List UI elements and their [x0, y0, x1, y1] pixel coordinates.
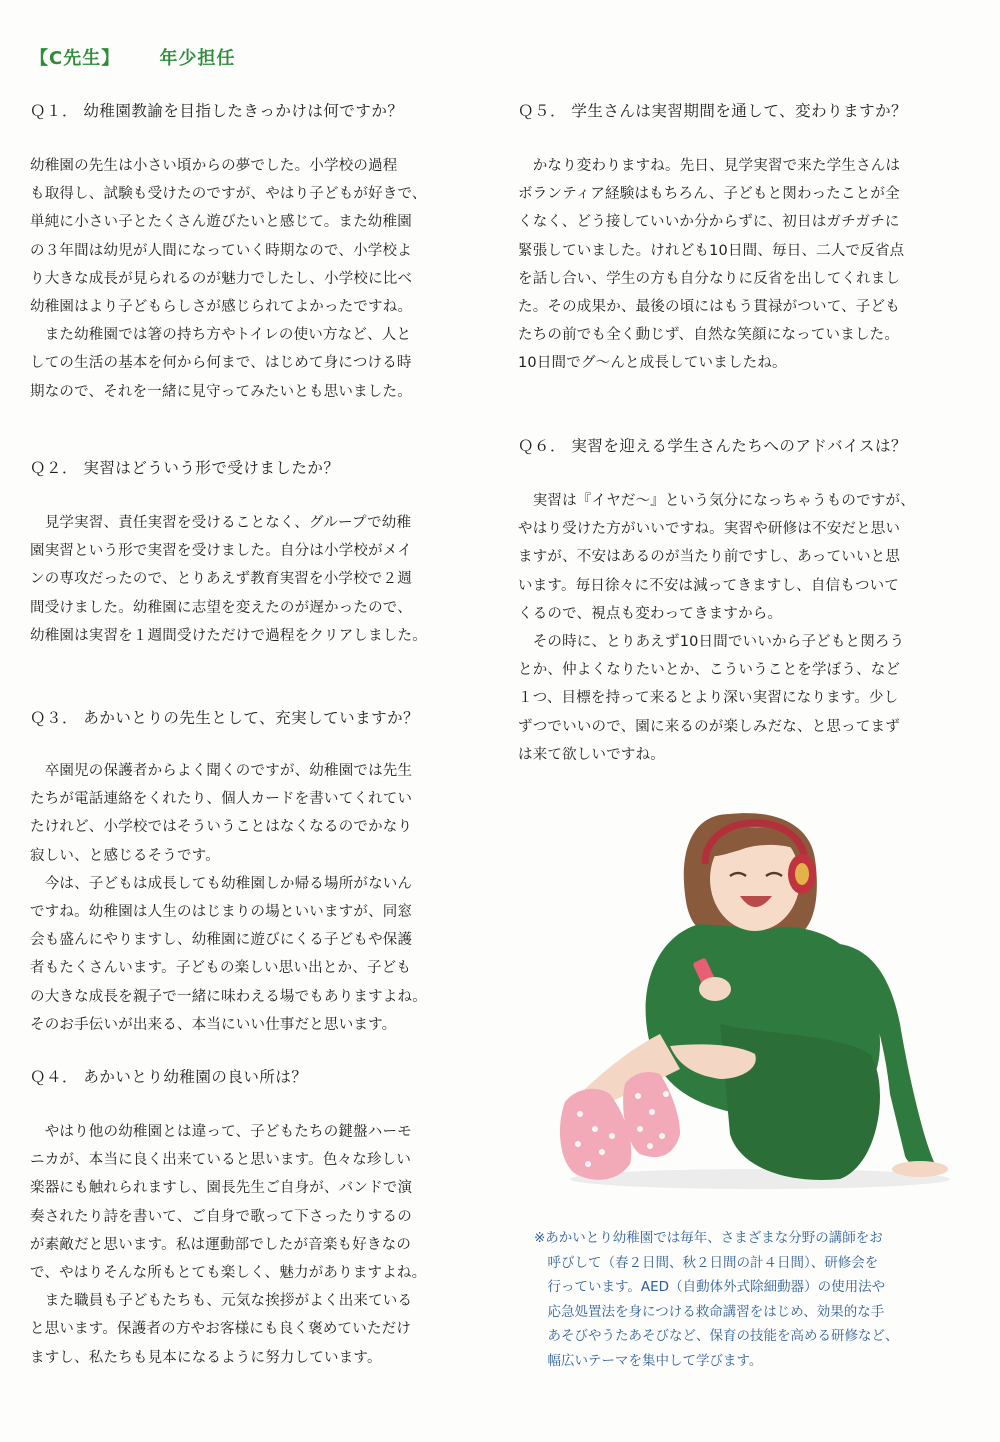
answer-line: ニカが、本当に良く出来ていると思います。色々な珍しい — [30, 1152, 412, 1169]
note-line: 幅広いテーマを集中して学びます。 — [534, 1352, 763, 1369]
answer-line: た。その成果か、最後の頃にはもう貫禄がついて、子ども — [518, 299, 900, 316]
answer-line: 卒園児の保護者からよく聞くのですが、幼稚園では先生 — [30, 763, 413, 779]
answer-line: 者もたくさんいます。子どもの楽しい思い出とか、子ども — [30, 960, 412, 977]
answer-line: を話し合い、学生の方も自分なりに反省を出してくれまし — [518, 270, 901, 287]
answer-line: 期なので、それを一緒に見守ってみたいとも思いました。 — [30, 383, 412, 400]
answer-line: ですね。幼稚園は人生のはじまりの場といいますが、同窓 — [30, 904, 413, 921]
answer-3 — [30, 757, 500, 1039]
question-2: Ｑ２． 実習はどういう形で受けましたか？ — [30, 459, 340, 477]
question-3: Ｑ３． あかいとりの先生として、充実していますか？ — [30, 709, 420, 727]
answer-line: やはり他の幼稚園とは違って、子どもたちの鍵盤ハーモ — [30, 1124, 412, 1140]
qa-block-4 — [30, 1066, 500, 1366]
answer-line: の３年間は幼児が人間になっていく時期なので、小学校よ — [30, 242, 412, 259]
answer-line: しての生活の基本を何から何まで、はじめて身につける時 — [30, 355, 412, 372]
answer-line: かなり変わりますね。先日、見学実習で来た学生さんは — [518, 158, 901, 174]
answer-line: 会も盛んにやりますし、幼稚園に遊びにくる子どもや保護 — [30, 932, 413, 949]
answer-line: 単純に小さい子とたくさん遊びたいと感じて。また幼稚園 — [30, 214, 412, 231]
answer-line: で、やはりそんな所もとても楽しく、魅力がありますよね。 — [30, 1265, 427, 1282]
answer-line: と思います。保護者の方やお客様にも良く褒めていただけ — [30, 1321, 412, 1338]
answer-line: たちの前でも全く動じず、自然な笑顔になっていました。 — [518, 327, 900, 344]
answer-line: 園実習という形で実習を受けました。自分は小学校がメイ — [30, 543, 412, 560]
question-6: Ｑ６． 実習を迎える学生さんたちへのアドバイスは？ — [518, 437, 907, 455]
answer-line: が素敵だと思います。私は運動部でしたが音楽も好きなの — [30, 1236, 412, 1253]
girl-with-headphones-illustration — [540, 784, 960, 1204]
answer-line: 今は、子どもは成長しても幼稚園しか帰る場所がないん — [30, 875, 413, 892]
answer-line: くるので、視点も変わってきますから。 — [518, 605, 783, 622]
note-line: 応急処置法を身につける救命講習をはじめ、効果的な手 — [534, 1303, 885, 1320]
seminar-note — [534, 1226, 974, 1374]
qa-block-1 — [30, 100, 500, 400]
question-5: Ｑ５． 学生さんは実習期間を通して、変わりますか？ — [518, 102, 908, 120]
answer-line: 幼稚園の先生は小さい頃からの夢でした。小学校の過程 — [30, 158, 398, 174]
answer-line: やはり受けた方がいいですね。実習や研修は不安だと思い — [518, 521, 901, 538]
teacher-label: 【C先生】 — [30, 48, 121, 69]
answer-line: 緊張していました。けれども10日間、毎日、二人で反省点 — [518, 242, 905, 259]
answer-line: います。毎日徐々に不安は減ってきますし、自信もついて — [518, 577, 900, 594]
answer-line: くなく、どう接していいか分からずに、初日はガチガチに — [518, 214, 900, 231]
answer-line: その時に、とりあえず10日間でいいから子どもと関ろう — [518, 634, 905, 651]
qa-block-6 — [518, 435, 973, 763]
answer-2 — [30, 509, 500, 650]
question-4: Ｑ４． あかいとり幼稚園の良い所は？ — [30, 1068, 308, 1086]
note-line: あそびやうたあそびなど、保育の技能を高める研修など、 — [534, 1328, 899, 1345]
answer-line: たちが電話連絡をくれたり、個人カードを書いてくれてい — [30, 791, 413, 808]
answer-line: また職員も子どもたちも、元気な挨拶がよく出来ている — [30, 1293, 413, 1310]
answer-line: 幼稚園は実習を１週間受けただけで過程をクリアしました。 — [30, 627, 427, 644]
qa-block-5 — [518, 100, 973, 372]
answer-line: また幼稚園では箸の持ち方やトイレの使い方など、人と — [30, 327, 412, 344]
question-1: Ｑ１． 幼稚園教諭を目指したきっかけは何ですか？ — [30, 102, 404, 120]
answer-line: 実習は『イヤだ～』という気分になっちゃうものですが、 — [518, 493, 915, 509]
note-line: 呼びして（春２日間、秋２日間の計４日間）、研修会を — [534, 1254, 879, 1271]
answer-line: ボランティア経験はもちろん、子どもと関わったことが全 — [518, 186, 900, 203]
answer-line: は来て欲しいですね。 — [518, 746, 665, 763]
answer-line: ンの専攻だったので、とりあえず教育実習を小学校で２週 — [30, 571, 412, 588]
answer-line: ずつでいいので、園に来るのが楽しみだな、と思ってまず — [518, 718, 900, 735]
answer-line: ますが、不安はあるのが当たり前ですし、あっていいと思 — [518, 549, 901, 566]
answer-line: も取得し、試験も受けたのですが、やはり子どもが好きで、 — [30, 186, 427, 203]
answer-line: 寂しい、と感じるそうです。 — [30, 847, 220, 864]
answer-line: 楽器にも触れられますし、園長先生ご自身が、バンドで演 — [30, 1180, 413, 1197]
answer-line: の大きな成長を親子で一緒に味わえる場でもありますよね。 — [30, 988, 427, 1005]
answer-4 — [30, 1118, 500, 1372]
qa-block-2 — [30, 457, 500, 644]
answer-line: 見学実習、責任実習を受けることなく、グループで幼稚 — [30, 515, 412, 531]
teacher-role: 年少担任 — [159, 48, 236, 69]
answer-1 — [30, 152, 500, 406]
answer-line: 間受けました。幼稚園に志望を変えたのが遅かったので、 — [30, 599, 412, 616]
answer-line: り大きな成長が見られるのが魅力でしたし、小学校に比べ — [30, 270, 413, 287]
note-line: ※あかいとり幼稚園では毎年、さまざまな分野の講師をお — [534, 1230, 883, 1246]
answer-5 — [518, 152, 973, 378]
note-line: 行っています。AED（自動体外式除細動器）の使用法や — [534, 1279, 886, 1296]
page-title — [30, 44, 236, 70]
qa-block-3 — [30, 707, 500, 1033]
answer-line: １つ、目標を持って来るとより深い実習になります。少し — [518, 690, 899, 707]
answer-line: 10日間でグ～んと成長していましたね。 — [518, 355, 787, 372]
answer-line: 奏されたり詩を書いて、ご自身で歌って下さったりするの — [30, 1208, 412, 1225]
answer-line: とか、仲よくなりたいとか、こういうことを学ぼう、など — [518, 662, 901, 679]
answer-line: そのお手伝いが出来る、本当にいい仕事だと思います。 — [30, 1016, 397, 1033]
answer-line: たけれど、小学校ではそういうことはなくなるのでかなり — [30, 819, 413, 836]
answer-6 — [518, 487, 973, 769]
answer-line: ますし、私たちも見本になるように努力しています。 — [30, 1349, 382, 1366]
answer-line: 幼稚園はより子どもらしさが感じられてよかったですね。 — [30, 299, 413, 316]
